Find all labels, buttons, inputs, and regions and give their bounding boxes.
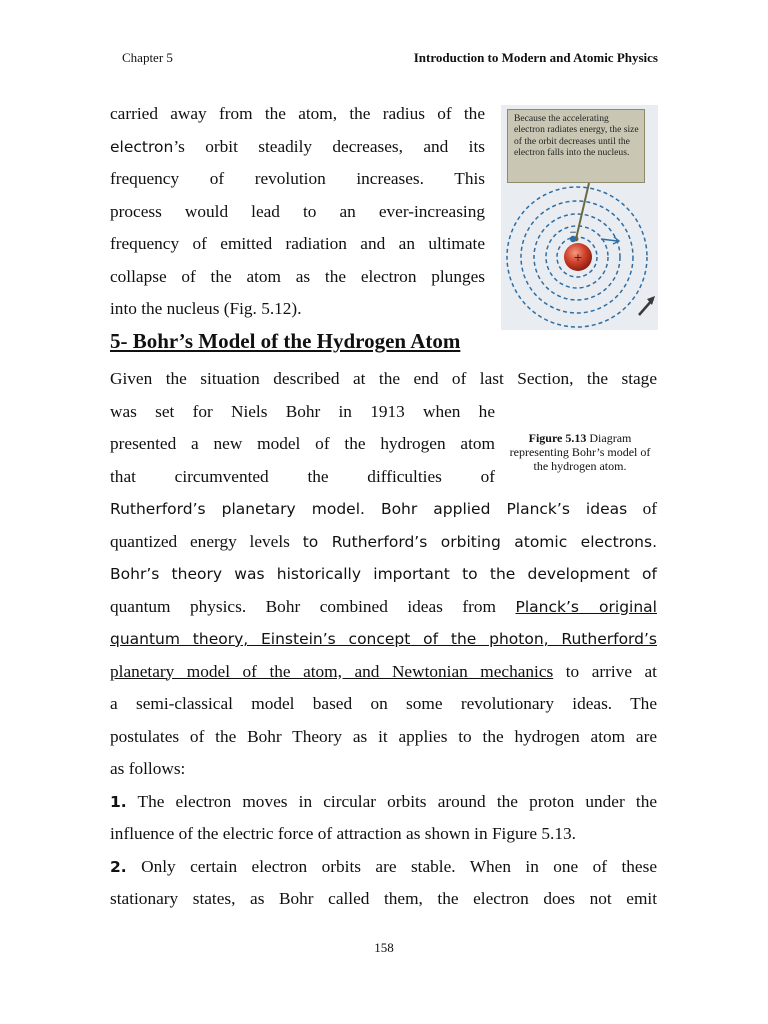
intro-line: process would lead to an ever-increasing — [110, 201, 485, 221]
intro-line: carried away from the atom, the radius of the — [110, 104, 485, 123]
body-line: Bohr’s theory was historically important to the development of — [110, 565, 657, 583]
section-heading: 5- Bohr’s Model of the Hydrogen Atom — [110, 329, 461, 353]
underlined-text: Planck’s original — [515, 597, 657, 616]
underlined-text: planetary model of the atom, and Newtonian mechanics — [110, 661, 554, 681]
body-line: postulates of the Bohr Theory as it applies to the hydrogen atom are — [110, 726, 657, 746]
intro-line: frequency of emitted radiation and an ultimate — [110, 234, 485, 253]
intro-text: orbit steadily decreases, and its — [184, 136, 485, 156]
postulate-1-line — [110, 786, 657, 819]
body-line: as follows: — [110, 759, 186, 778]
body-text: quantum physics. Bohr combined ideas from — [110, 596, 516, 616]
callout-pointer — [576, 183, 589, 239]
spiral-orbit-figure — [501, 105, 658, 330]
body-text-sans: Rutherford’s planetary model. Bohr applied Planck’s ideas — [110, 500, 628, 518]
body-text: of — [627, 499, 657, 518]
electron-term: electron — [110, 137, 174, 156]
intro-line — [110, 131, 485, 164]
intro-line: into the nucleus (Fig. 5.12). — [110, 299, 302, 318]
body-line — [110, 526, 657, 559]
body-text: Only certain electron orbits are stable. When in one of these — [126, 856, 657, 876]
body-text: to arrive at — [553, 661, 657, 681]
body-line: was set for Niels Bohr in 1913 when he — [110, 401, 495, 421]
intro-line: collapse of the atom as the electron plunges — [110, 266, 485, 286]
body-line — [110, 493, 657, 526]
chapter-title: Introduction to Modern and Atomic Physics — [413, 50, 658, 65]
underlined-line: quantum theory, Einstein’s concept of the photon, Rutherford’s — [110, 630, 657, 648]
body-line — [110, 656, 657, 689]
body-line — [110, 591, 657, 624]
intro-text: ’s — [173, 136, 185, 156]
postulate-number: 1. — [110, 792, 127, 811]
body-line: Given the situation described at the end of last Section, the stage — [110, 369, 657, 388]
intro-line: frequency of revolution increases. This — [110, 169, 485, 188]
postulate-2-line: stationary states, as Bohr called them, the electron does not emit — [110, 889, 657, 908]
electron-minus-icon: − — [569, 228, 577, 238]
figure-callout: Because the accelerating electron radiates energy, the size of the orbit decreases until the electron falls into the nucleus. — [507, 109, 645, 183]
postulate-number: 2. — [110, 857, 127, 876]
body-line: presented a new model of the hydrogen atom — [110, 434, 495, 453]
intro-paragraph — [110, 98, 485, 326]
caption-text: Diagram representing Bohr’s model of the hydrogen atom. — [509, 431, 651, 473]
body-paragraph — [110, 363, 657, 916]
nucleus-plus-icon: + — [573, 251, 583, 264]
body-text: The electron moves in circular orbits around the proton under the — [126, 791, 657, 811]
postulate-2-line — [110, 851, 657, 884]
postulate-1-line: influence of the electric force of attraction as shown in Figure 5.13. — [110, 824, 576, 843]
body-line: a semi-classical model based on some revolutionary ideas. The — [110, 694, 657, 713]
body-text: quantized energy levels — [110, 531, 303, 551]
body-text-sans: to Rutherford’s orbiting atomic electrons. — [302, 532, 657, 551]
page-number: 158 — [374, 940, 394, 955]
caption-label: Figure 5.13 — [528, 431, 587, 445]
chapter-label: Chapter 5 — [122, 50, 173, 65]
body-line: that circumvented the difficulties of — [110, 466, 495, 486]
